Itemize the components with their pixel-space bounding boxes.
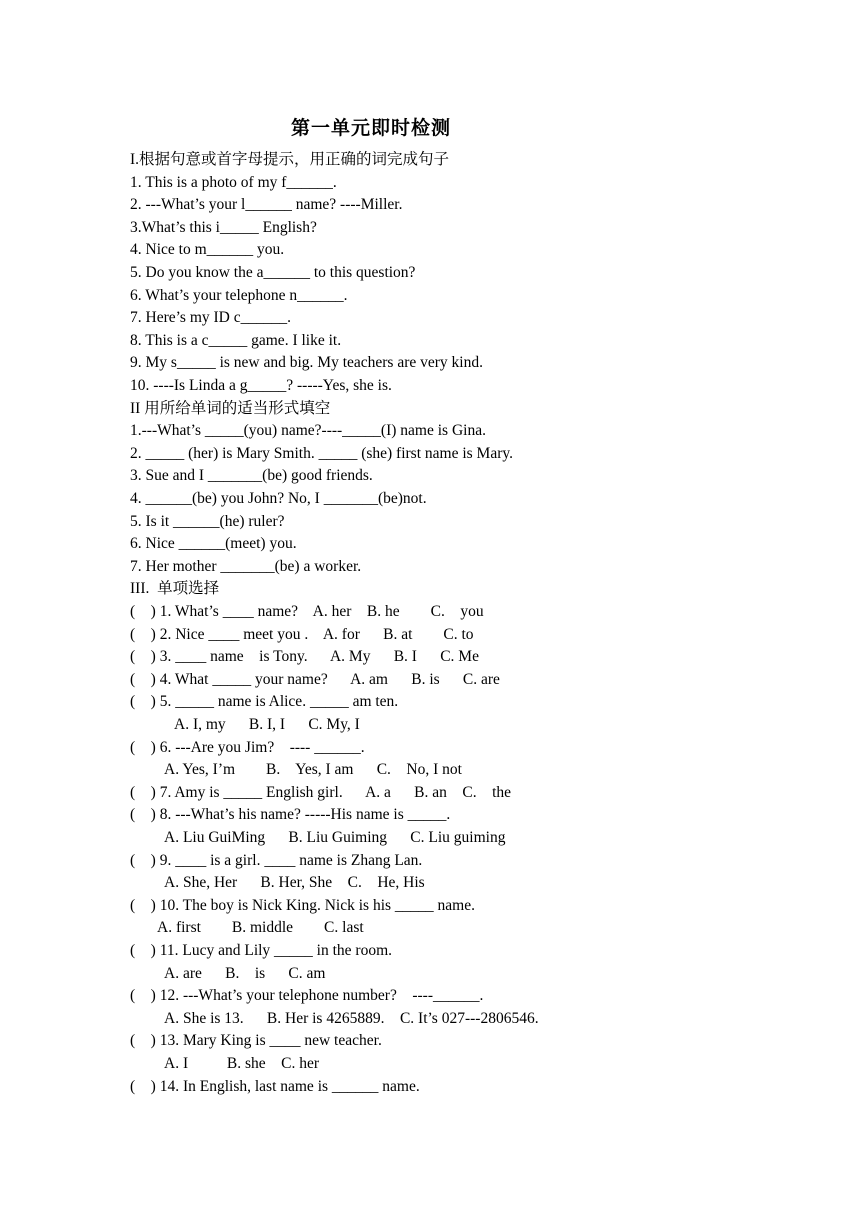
text-line: ( ) 9. ____ is a girl. ____ name is Zhang Lan. [130, 851, 423, 869]
text-line: A. I B. she C. her [164, 1055, 319, 1072]
text-line: I.根据句意或首字母提示，用正确的词完成句子 [130, 151, 450, 168]
text-line: 10. ----Is Linda a g_____? -----Yes, she is. [130, 377, 392, 394]
text-line: 8. This is a c_____ game. I like it. [130, 331, 342, 349]
text-line: ( ) 4. What _____ your name? A. am B. is C. are [130, 670, 500, 688]
text-line: 6. What’s your telephone n______. [130, 286, 348, 304]
text-line: 5. Do you know the a______ to this question? [130, 264, 416, 281]
text-line: ( ) 8. ---What’s his name? -----His name is _____. [130, 806, 451, 824]
text-line: 3. Sue and I _______(be) good friends. [130, 467, 373, 485]
text-line: A. Yes, I’m B. Yes, I am C. No, I not [164, 761, 462, 779]
text-line: 4. Nice to m______ you. [130, 241, 285, 259]
text-line: A. are B. is C. am [164, 964, 326, 982]
text-line: 2. ---What’s your l______ name? ----Miller. [130, 196, 403, 214]
text-line: A. first B. middle C. last [157, 919, 364, 937]
text-line: A. She is 13. B. Her is 4265889. C. It’s 027---2806546. [164, 1009, 539, 1027]
text-line: ( ) 13. Mary King is ____ new teacher. [130, 1032, 382, 1050]
text-line: A. She, Her B. Her, She C. He, His [164, 874, 425, 892]
text-line: 7. Her mother _______(be) a worker. [130, 557, 362, 575]
text-line: III. 单项选择 [130, 580, 220, 598]
text-line: 5. Is it ______(he) ruler? [130, 512, 285, 530]
text-line: 4. ______(be) you John? No, I _______(be)not. [130, 490, 427, 507]
text-line: 6. Nice ______(meet) you. [130, 535, 297, 553]
text-line: 9. My s_____ is new and big. My teachers are very kind. [130, 354, 483, 372]
page-title: 第一单元即时检测 [290, 118, 451, 139]
text-line: ( ) 7. Amy is _____ English girl. A. a B. an C. the [130, 783, 512, 801]
text-line: ( ) 11. Lucy and Lily _____ in the room. [130, 942, 393, 959]
text-line: ( ) 10. The boy is Nick King. Nick is his _____ name. [130, 896, 475, 914]
text-line: ( ) 12. ---What’s your telephone number? ----______. [130, 987, 484, 1005]
text-line: ( ) 2. Nice ____ meet you . A. for B. at C. to [130, 625, 474, 643]
text-line: ( ) 1. What’s ____ name? A. her B. he C. you [130, 603, 484, 620]
text-line: ( ) 3. ____ name is Tony. A. My B. I C. Me [130, 648, 479, 666]
text-line: 1. This is a photo of my f______. [130, 173, 337, 191]
text-line: ( ) 14. In English, last name is ______ name. [130, 1077, 420, 1095]
text-line: A. I, my B. I, I C. My, I [174, 716, 360, 733]
text-line: ( ) 5. _____ name is Alice. _____ am ten. [130, 693, 399, 711]
text-line: 7. Here’s my ID c______. [130, 309, 291, 327]
text-line: II 用所给单词的适当形式填空 [130, 399, 331, 417]
text-line: 1.---What’s _____(you) name?----_____(I) name is Gina. [130, 422, 486, 440]
text-line: A. Liu GuiMing B. Liu Guiming C. Liu guiming [164, 829, 506, 846]
text-line: ( ) 6. ---Are you Jim? ---- ______. [130, 738, 365, 756]
text-line: 2. _____ (her) is Mary Smith. _____ (she) first name is Mary. [130, 444, 513, 462]
text-line: 3.What’s this i_____ English? [130, 218, 317, 236]
